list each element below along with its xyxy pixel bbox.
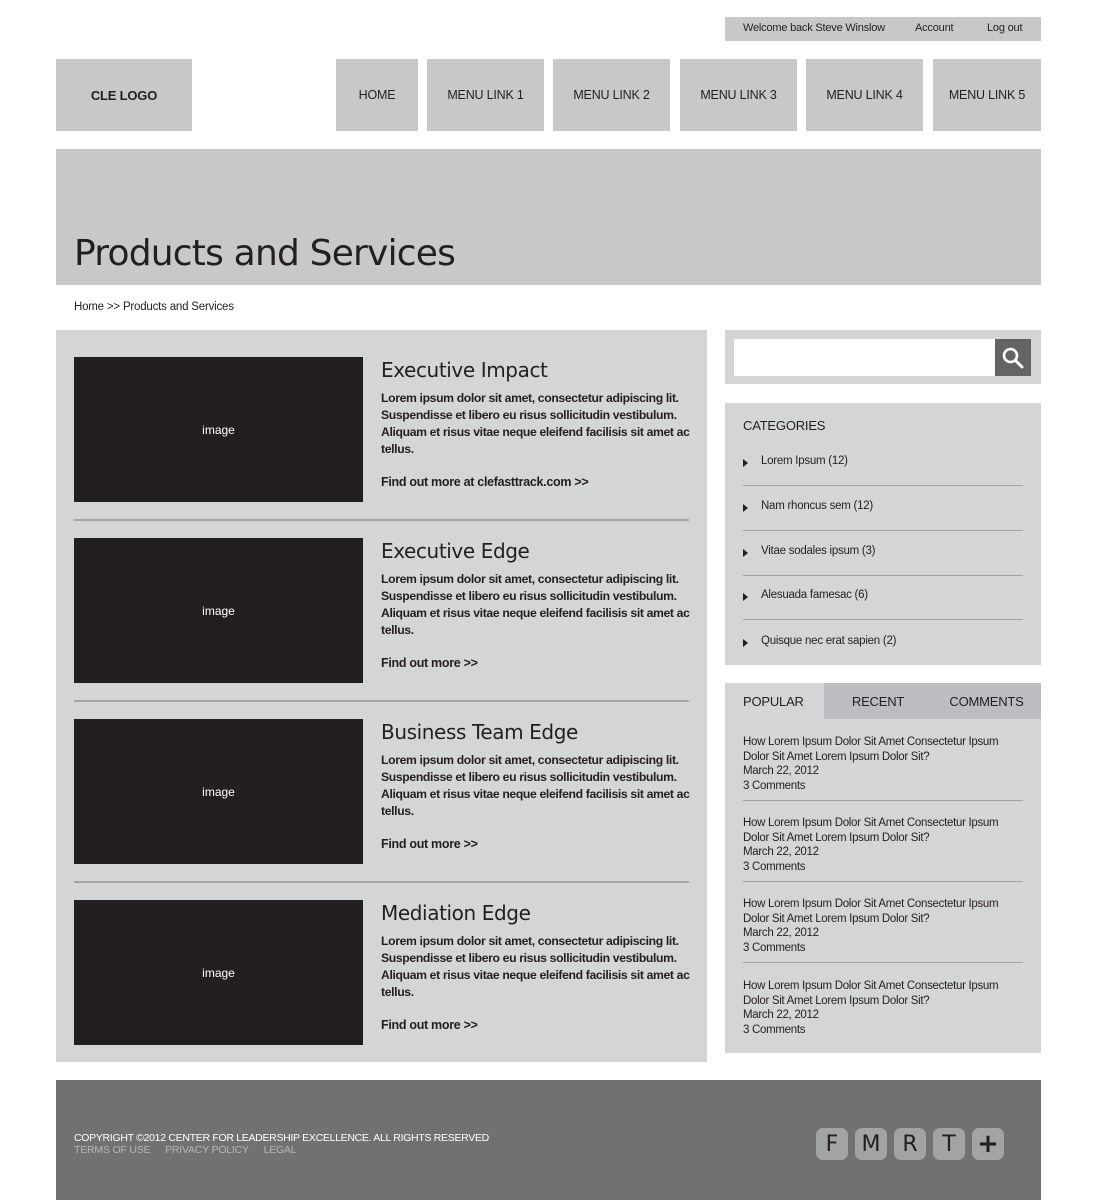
category-item[interactable] [743, 545, 1023, 590]
post-comment-count[interactable]: 3 Comments [743, 941, 806, 954]
post-item [743, 897, 1023, 963]
image-placeholder-label: image [202, 784, 235, 799]
privacy-policy-link[interactable]: PRIVACY POLICY [165, 1144, 249, 1156]
category-item[interactable] [743, 455, 1023, 500]
caret-right-icon [743, 459, 748, 467]
post-date: March 22, 2012 [743, 1009, 819, 1021]
post-date: March 22, 2012 [743, 927, 819, 939]
category-label: Nam rhoncus sem (12) [761, 500, 873, 512]
rss-icon[interactable] [894, 1128, 926, 1160]
site-logo[interactable] [56, 59, 192, 131]
tab-popular[interactable] [725, 683, 824, 719]
logo-text: CLE LOGO [90, 87, 158, 103]
copyright-text: COPYRIGHT ©2012 CENTER FOR LEADERSHIP EXCELLENCE. ALL RIGHTS RESERVED [74, 1132, 489, 1144]
search-icon [1001, 346, 1025, 370]
plus-icon[interactable] [972, 1128, 1004, 1160]
myspace-icon[interactable] [855, 1128, 887, 1160]
breadcrumb-current: Products and Services [122, 301, 234, 313]
search-panel [725, 330, 1041, 384]
post-comment-count[interactable]: 3 Comments [743, 779, 806, 792]
image-placeholder-label: image [202, 603, 235, 618]
site-footer [56, 1080, 1041, 1200]
divider [743, 800, 1023, 801]
product-image [74, 900, 363, 1045]
welcome-message: Welcome back Steve Winslow [743, 22, 885, 34]
caret-right-icon [743, 639, 748, 647]
divider [74, 881, 689, 883]
terms-of-use-link[interactable]: TERMS OF USE [74, 1144, 151, 1156]
divider [743, 530, 1023, 531]
product-description: Lorem ipsum dolor sit amet, consectetur adipiscing lit. Suspendisse et libero eu risus sollicitudin vestibulum. Aliquam et risus vitae neque eleifend facilisis sit amet ac tellus. [381, 391, 690, 456]
divider [74, 700, 689, 702]
product-description: Lorem ipsum dolor sit amet, consectetur adipiscing lit. Suspendisse et libero eu risus sollicitudin vestibulum. Aliquam et risus vitae neque eleifend facilisis sit amet ac tellus. [381, 753, 690, 818]
social-glyph: M [861, 1131, 881, 1157]
divider [743, 619, 1023, 620]
tab-label: POPULAR [743, 693, 804, 709]
categories-heading: CATEGORIES [743, 418, 826, 433]
nav-label: MENU LINK 4 [826, 88, 903, 102]
logout-link[interactable]: Log out [987, 22, 1023, 34]
nav-menu-link-2[interactable] [553, 59, 670, 131]
nav-menu-link-5[interactable] [933, 59, 1041, 131]
page-title: Products and Services [74, 233, 456, 274]
divider [743, 485, 1023, 486]
footer-links [74, 1144, 308, 1156]
nav-menu-link-4[interactable] [806, 59, 923, 131]
tab-label: COMMENTS [949, 693, 1024, 709]
nav-label: MENU LINK 2 [573, 88, 650, 102]
caret-right-icon [743, 504, 748, 512]
post-title-link[interactable]: How Lorem Ipsum Dolor Sit Amet Consectetur Ipsum Dolor Sit Amet Lorem Ipsum Dolor Sit? [743, 736, 999, 763]
product-description: Lorem ipsum dolor sit amet, consectetur adipiscing lit. Suspendisse et libero eu risus sollicitudin vestibulum. Aliquam et risus vitae neque eleifend facilisis sit amet ac tellus. [381, 934, 690, 999]
post-comment-count[interactable]: 3 Comments [743, 860, 806, 873]
post-title-link[interactable]: How Lorem Ipsum Dolor Sit Amet Consectetur Ipsum Dolor Sit Amet Lorem Ipsum Dolor Sit? [743, 898, 999, 925]
image-placeholder-label: image [202, 422, 235, 437]
image-placeholder-label: image [202, 965, 235, 980]
nav-label: MENU LINK 1 [447, 88, 524, 102]
breadcrumb-separator: >> [106, 301, 120, 313]
category-label: Quisque nec erat sapien (2) [761, 635, 897, 647]
product-card [74, 719, 691, 900]
post-date: March 22, 2012 [743, 846, 819, 858]
hero-banner [56, 149, 1041, 285]
product-card [74, 900, 691, 1081]
social-glyph: F [825, 1131, 839, 1157]
tab-comments[interactable] [932, 683, 1041, 719]
caret-right-icon [743, 593, 748, 601]
breadcrumb [74, 301, 234, 313]
product-card [74, 357, 691, 538]
category-item[interactable] [743, 635, 1023, 680]
social-glyph: + [977, 1129, 999, 1159]
breadcrumb-home[interactable]: Home [74, 301, 104, 313]
social-glyph: R [902, 1131, 918, 1157]
post-title-link[interactable]: How Lorem Ipsum Dolor Sit Amet Consectetur Ipsum Dolor Sit Amet Lorem Ipsum Dolor Sit? [743, 980, 999, 1007]
search-input[interactable] [734, 339, 996, 376]
nav-label: HOME [358, 88, 396, 102]
social-glyph: T [942, 1131, 956, 1157]
post-title-link[interactable]: How Lorem Ipsum Dolor Sit Amet Consectetur Ipsum Dolor Sit Amet Lorem Ipsum Dolor Sit? [743, 817, 999, 844]
nav-menu-link-1[interactable] [427, 59, 544, 131]
account-link[interactable]: Account [915, 22, 954, 34]
category-label: Vitae sodales ipsum (3) [761, 545, 876, 557]
divider [743, 881, 1023, 882]
divider [743, 962, 1023, 963]
nav-home[interactable] [336, 59, 418, 131]
find-out-more-link[interactable]: Find out more >> [381, 1018, 478, 1032]
post-date: March 22, 2012 [743, 765, 819, 777]
product-image [74, 357, 363, 502]
post-item [743, 735, 1023, 801]
nav-label: MENU LINK 5 [948, 88, 1026, 102]
find-out-more-link[interactable]: Find out more >> [381, 837, 478, 851]
facebook-icon[interactable] [816, 1128, 848, 1160]
tab-recent[interactable] [824, 683, 932, 719]
product-title: Executive Impact [381, 358, 548, 382]
post-item [743, 816, 1023, 882]
categories-panel [725, 403, 1041, 665]
twitter-icon[interactable] [933, 1128, 965, 1160]
tab-label: RECENT [851, 693, 905, 709]
product-title: Executive Edge [381, 539, 530, 563]
product-card [74, 538, 691, 719]
nav-menu-link-3[interactable] [680, 59, 797, 131]
product-description: Lorem ipsum dolor sit amet, consectetur adipiscing lit. Suspendisse et libero eu risus sollicitudin vestibulum. Aliquam et risus vitae neque eleifend facilisis sit amet ac tellus. [381, 572, 690, 637]
product-image [74, 538, 363, 683]
find-out-more-link[interactable]: Find out more at clefasttrack.com >> [381, 475, 589, 489]
caret-right-icon [743, 549, 748, 557]
divider [743, 575, 1023, 576]
product-title: Mediation Edge [381, 901, 531, 925]
divider [74, 519, 689, 521]
nav-label: MENU LINK 3 [700, 88, 777, 102]
find-out-more-link[interactable]: Find out more >> [381, 656, 478, 670]
legal-link[interactable]: LEGAL [263, 1144, 297, 1156]
category-label: Lorem Ipsum (12) [761, 455, 848, 467]
post-item [743, 979, 1023, 1037]
search-button[interactable] [995, 339, 1031, 376]
category-label: Alesuada famesac (6) [761, 589, 868, 601]
user-utility-bar [725, 17, 1041, 41]
posts-tabs-panel [725, 683, 1041, 1053]
category-item[interactable] [743, 589, 1023, 634]
category-item[interactable] [743, 500, 1023, 545]
product-title: Business Team Edge [381, 720, 578, 744]
product-image [74, 719, 363, 864]
product-list [56, 330, 707, 1062]
post-comment-count[interactable]: 3 Comments [743, 1023, 806, 1036]
